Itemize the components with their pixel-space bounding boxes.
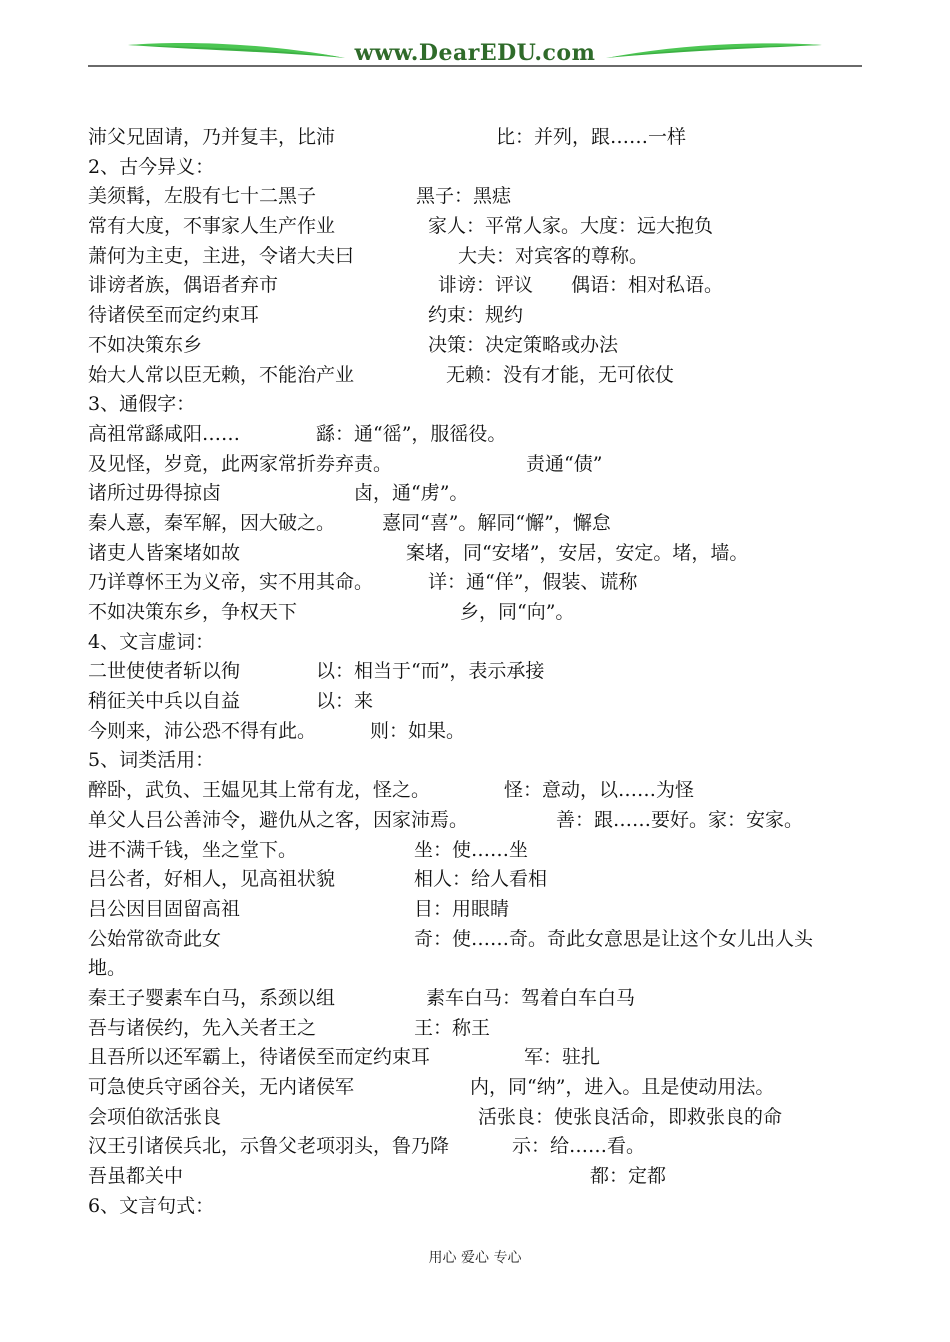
line-source-text: 可急使兵守函谷关，无内诸侯军 — [88, 1076, 355, 1098]
line-source-text: 诽谤者族，偶语者弃市 — [88, 274, 279, 297]
line-source-text: 吕公因目固留高祖 — [88, 897, 241, 920]
line-source-text: 稍征关中兵以自益 — [88, 690, 241, 713]
line-gloss-text: 坐：使……坐 — [414, 838, 529, 861]
line-source-text: 秦人憙，秦军解，因大破之。 — [88, 511, 336, 534]
text-line — [88, 153, 878, 183]
text-line — [88, 836, 878, 866]
line-source-text: 秦王子婴素车白马，系颈以组 — [88, 986, 336, 1009]
line-source-text: 单父人吕公善沛令，避仇从之客，因家沛焉。 — [88, 808, 469, 831]
line-source-text: 不如决策东乡，争权天下 — [88, 601, 298, 623]
line-gloss-text: 详：通“佯”，假装、谎称 — [428, 571, 638, 594]
text-line — [88, 925, 878, 955]
line-source-text: 美须髯，左股有七十二黑子 — [88, 185, 317, 208]
line-gloss-text: 卤，通“虏”。 — [354, 482, 469, 505]
text-line — [88, 776, 878, 806]
text-line — [88, 865, 878, 895]
line-source-text: 不如决策东乡 — [88, 333, 203, 356]
line-source-text: 乃详尊怀王为义帝，实不用其命。 — [88, 571, 374, 594]
line-source-text: 公始常欲奇此女 — [88, 927, 222, 950]
line-source-text: 且吾所以还军霸上，待诸侯至而定约束耳 — [88, 1046, 431, 1069]
text-line — [88, 1073, 878, 1103]
line-source-text: 吕公者，好相人，见高祖状貌 — [88, 868, 336, 891]
line-source-text: 3、通假字： — [88, 393, 196, 416]
line-gloss-text: 无赖：没有才能，无可依仗 — [446, 363, 675, 386]
line-source-text: 今则来，沛公恐不得有此。 — [88, 719, 317, 742]
line-gloss-text: 决策：决定策略或办法 — [428, 333, 619, 356]
text-line — [88, 984, 878, 1014]
line-gloss-text: 目：用眼睛 — [414, 897, 510, 920]
text-line — [88, 539, 878, 569]
line-source-text: 常有大度，不事家人生产作业 — [88, 215, 336, 238]
line-gloss-text: 示：给……看。 — [512, 1135, 646, 1158]
text-line — [88, 895, 878, 925]
text-line — [88, 687, 878, 717]
line-source-text: 汉王引诸侯兵北，示鲁父老项羽头，鲁乃降 — [88, 1135, 450, 1158]
line-source-text: 诸吏人皆案堵如故 — [88, 541, 241, 564]
text-line — [88, 242, 878, 272]
line-source-text: 醉卧，武负、王媪见其上常有龙，怪之。 — [88, 779, 431, 802]
line-source-text: 待诸侯至而定约束耳 — [88, 304, 260, 327]
text-line — [88, 509, 878, 539]
line-source-text: 诸所过毋得掠卤 — [88, 482, 222, 505]
line-gloss-text: 内，同“纳”，进入。且是使动用法。 — [470, 1076, 775, 1098]
line-source-text: 二世使使者斩以徇 — [88, 660, 241, 683]
text-line — [88, 479, 878, 509]
line-gloss-text: 怪：意动，以……为怪 — [504, 779, 695, 802]
line-source-text: 地。 — [88, 957, 127, 980]
document-body — [88, 123, 878, 1221]
line-gloss-text: 大夫：对宾客的尊称。 — [458, 244, 649, 267]
line-gloss-text: 憙同“喜”。解同“懈”，懈怠 — [382, 511, 611, 534]
line-gloss-text: 黑子：黑痣 — [416, 185, 512, 208]
line-source-text: 进不满千钱，坐之堂下。 — [88, 838, 298, 861]
line-source-text: 高祖常繇咸阳…… — [88, 422, 241, 445]
line-gloss-text: 责通“债” — [526, 452, 603, 475]
line-gloss-text: 素车白马：驾着白车白马 — [426, 986, 636, 1009]
text-line — [88, 1192, 878, 1222]
text-line — [88, 746, 878, 776]
text-line — [88, 1043, 878, 1073]
text-line — [88, 628, 878, 658]
text-line — [88, 331, 878, 361]
page-footer: 用心 爱心 专心 — [428, 1250, 522, 1266]
text-line — [88, 182, 878, 212]
line-gloss-text: 繇：通“徭”，服徭役。 — [316, 422, 507, 445]
text-line — [88, 301, 878, 331]
page-header — [0, 0, 950, 80]
text-line — [88, 420, 878, 450]
text-line — [88, 212, 878, 242]
line-source-text: 及见怪，岁竟，此两家常折券弃责。 — [88, 452, 393, 475]
line-source-text: 萧何为主吏，主进，令诸大夫曰 — [88, 244, 355, 267]
text-line — [88, 1162, 878, 1192]
line-gloss-text: 诽谤：评议 偶语：相对私语。 — [438, 274, 724, 297]
text-line — [88, 1103, 878, 1133]
text-line — [88, 1014, 878, 1044]
line-source-text: 吾虽都关中 — [88, 1165, 184, 1188]
text-line — [88, 954, 878, 984]
text-line — [88, 271, 878, 301]
line-source-text: 2、古今异义： — [88, 155, 215, 178]
line-gloss-text: 活张良：使张良活命，即救张良的命 — [478, 1105, 783, 1128]
text-line — [88, 568, 878, 598]
line-gloss-text: 都：定都 — [590, 1165, 667, 1188]
line-gloss-text: 约束：规约 — [428, 304, 524, 327]
line-gloss-text: 比：并列，跟……一样 — [496, 126, 687, 148]
line-gloss-text: 奇：使……奇。奇此女意思是让这个女儿出人头 — [414, 927, 814, 950]
text-line — [88, 717, 878, 747]
text-line — [88, 123, 878, 153]
line-gloss-text: 军：驻扎 — [524, 1046, 601, 1069]
line-source-text: 会项伯欲活张良 — [88, 1105, 222, 1128]
text-line — [88, 361, 878, 391]
line-source-text: 5、词类活用： — [88, 749, 215, 772]
line-gloss-text: 以：相当于“而”，表示承接 — [316, 660, 545, 683]
text-line — [88, 806, 878, 836]
line-gloss-text: 相人：给人看相 — [414, 868, 548, 891]
line-gloss-text: 乡，同“向”。 — [460, 601, 575, 623]
line-source-text: 6、文言句式： — [88, 1194, 215, 1217]
text-line — [88, 390, 878, 420]
site-logo-text: www.DearEDU.com — [354, 40, 596, 66]
line-gloss-text: 案堵，同“安堵”，安居，安定。堵，墙。 — [406, 541, 749, 564]
line-gloss-text: 家人：平常人家。大度：远大抱负 — [428, 215, 714, 238]
line-source-text: 始大人常以臣无赖，不能治产业 — [88, 363, 355, 386]
text-line — [88, 657, 878, 687]
text-line — [88, 1132, 878, 1162]
line-gloss-text: 以：来 — [316, 690, 374, 713]
line-source-text: 沛父兄固请，乃并复丰，比沛 — [88, 126, 336, 148]
line-gloss-text: 则：如果。 — [370, 719, 466, 742]
text-line — [88, 450, 878, 480]
line-source-text: 4、文言虚词： — [88, 630, 215, 653]
text-line — [88, 598, 878, 628]
line-source-text: 吾与诸侯约，先入关者王之 — [88, 1016, 317, 1039]
line-gloss-text: 王：称王 — [414, 1016, 491, 1039]
line-gloss-text: 善：跟……要好。家：安家。 — [556, 808, 804, 831]
